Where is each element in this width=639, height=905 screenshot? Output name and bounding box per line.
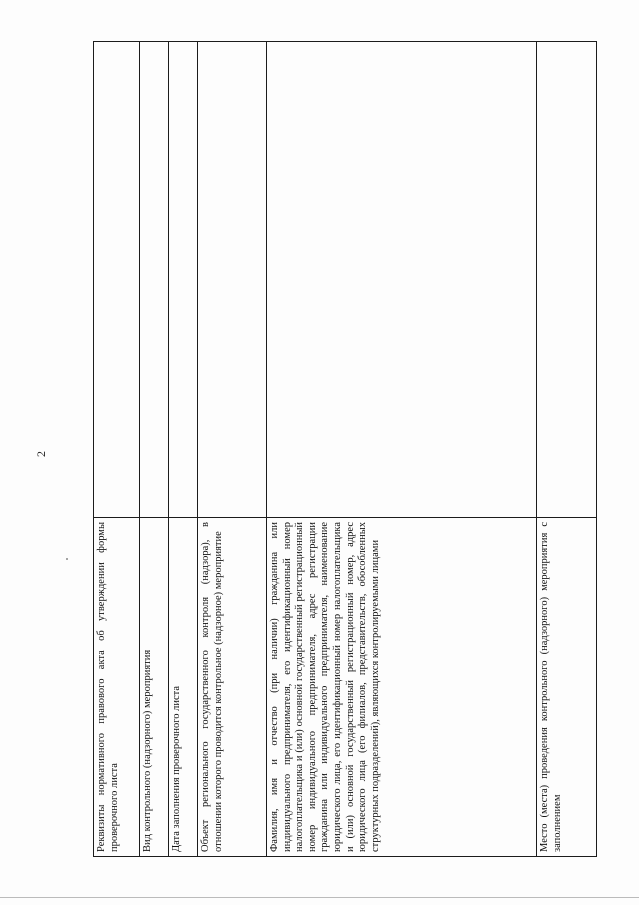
checklist-requisites-table <box>93 41 597 857</box>
row-value-regulatory-act <box>94 42 140 518</box>
row-label-inspection-type: Вид контрольного (надзорного) мероприятия <box>140 518 169 857</box>
page-number: 2 <box>34 451 48 457</box>
table-row <box>140 42 169 857</box>
row-value-inspection-place <box>537 42 597 518</box>
rotated-form-table-container <box>93 60 572 857</box>
row-value-controlled-person <box>267 42 537 518</box>
row-label-inspection-place: Место (места) проведения контрольного (надзорного) мероприятия с заполнением <box>537 518 597 857</box>
table-row <box>267 42 537 857</box>
row-value-fill-date <box>169 42 198 518</box>
row-label-controlled-person: Фамилия, имя и отчество (при наличии) гражданина или индивидуального предпринимателя, его идентификационный номер налогоплательщика и (или) основной государственный регистрационный номер индивидуального предпринимателя, адрес регистрации гражданина или индивидуального предпринимателя, наименование юридического лица, его идентификационный номер налогоплательщика и (или) основной государственный регистрационный номер, адрес юридического лица (его филиалов, представительств, обособленных структурных подразделений), являющихся контролируемыми лицами <box>267 518 537 857</box>
row-label-fill-date: Дата заполнения проверочного листа <box>169 518 198 857</box>
table-row <box>198 42 267 857</box>
scan-dot <box>66 558 68 560</box>
row-label-regulatory-act: Реквизиты нормативного правового акта об утверждении формы проверочного листа <box>94 518 140 857</box>
row-value-control-object <box>198 42 267 518</box>
table-row <box>94 42 140 857</box>
row-label-control-object: Объект регионального государственного контроля (надзора), в отношении которого проводится контрольное (надзорное) мероприятие <box>198 518 267 857</box>
row-value-inspection-type <box>140 42 169 518</box>
table-row <box>169 42 198 857</box>
table-row <box>537 42 597 857</box>
bottom-edge-mark <box>0 897 639 898</box>
